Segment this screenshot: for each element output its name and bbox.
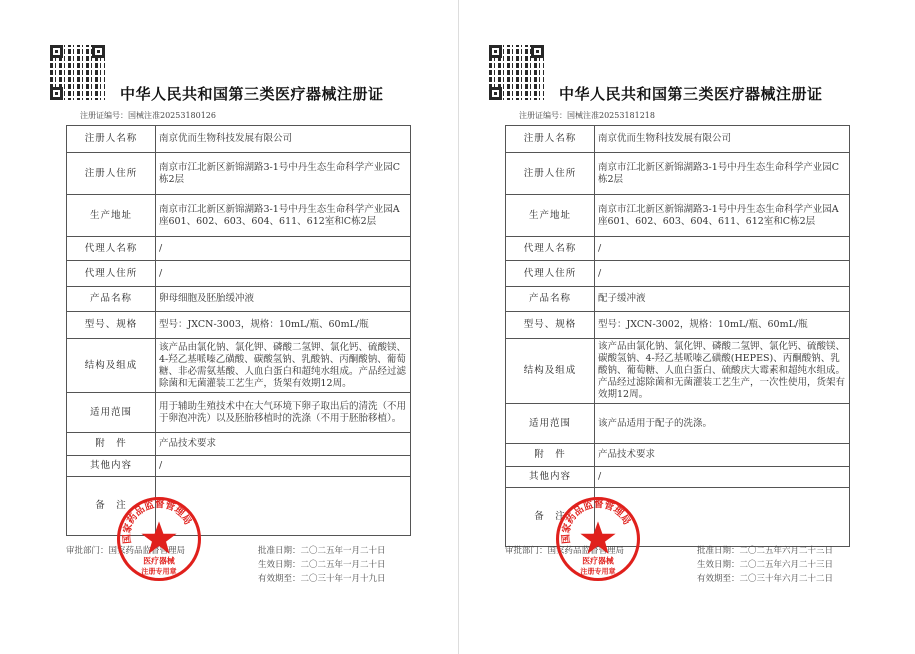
field-label: 注册人名称: [67, 126, 156, 153]
table-row: [506, 153, 850, 195]
table-row: [67, 195, 411, 237]
table-row: [506, 339, 850, 404]
field-value: 该产品适用于配子的洗涤。: [595, 404, 850, 444]
certificate-table: [66, 125, 411, 536]
field-label: 其他内容: [506, 467, 595, 488]
field-label: 结构及组成: [67, 339, 156, 393]
table-row: [506, 312, 850, 339]
svg-text:国家药品监督管理局: 国家药品监督管理局: [121, 499, 194, 545]
field-value: 卵母细胞及胚胎缓冲液: [156, 287, 411, 312]
official-seal-stamp: [115, 495, 203, 583]
field-value: /: [156, 237, 411, 261]
field-value: 南京市江北新区新锦湖路3-1号中丹生态生命科学产业园A座601、602、603、604、611、612室和C栋2层: [595, 195, 850, 237]
field-label: 结构及组成: [506, 339, 595, 404]
svg-text:医疗器械: 医疗器械: [582, 556, 614, 566]
approval-date: 批准日期：二〇二五年一月二十日: [258, 546, 386, 556]
table-row: [506, 287, 850, 312]
valid-until: 有效期至：二〇三十年一月十九日: [258, 574, 386, 584]
field-label: 适用范围: [67, 393, 156, 433]
table-row: [67, 237, 411, 261]
field-label: 代理人名称: [506, 237, 595, 261]
field-value: 配子缓冲液: [595, 287, 850, 312]
field-label: 代理人住所: [506, 261, 595, 287]
qr-code: [50, 45, 105, 100]
approval-dates: [258, 544, 386, 586]
certificate-page-1: [0, 0, 440, 654]
field-value: /: [595, 237, 850, 261]
table-row: [67, 393, 411, 433]
registration-number: 注册证编号：国械注准20253181218: [519, 111, 655, 120]
certificate-title: 中华人民共和国第三类医疗器械注册证: [120, 85, 384, 103]
table-row: [67, 126, 411, 153]
approving-authority: 审批部门：国家药品监督管理局: [505, 546, 625, 556]
svg-text:国家药品监督管理局: 国家药品监督管理局: [560, 499, 633, 545]
certificate-page-2: [439, 0, 879, 654]
field-value: 产品技术要求: [156, 433, 411, 456]
table-row: [67, 287, 411, 312]
svg-text:注册专用章: 注册专用章: [141, 566, 177, 576]
field-label: 注册人住所: [506, 153, 595, 195]
field-label: 附 件: [67, 433, 156, 456]
field-value: 南京优而生物科技发展有限公司: [156, 126, 411, 153]
qr-code: [489, 45, 544, 100]
field-value: 产品技术要求: [595, 444, 850, 467]
field-value: 该产品由氯化钠、氯化钾、磷酸二氢钾、氯化钙、硫酸镁、4-羟乙基哌嗪乙磺酸、碳酸氢钠、乳酸钠、丙酮酸钠、葡萄糖、非必需氨基酸、人血白蛋白和超纯水组成。产品经过滤除菌和无菌灌装工艺生产，货架有效期12周。: [156, 339, 411, 393]
field-label: 产品名称: [67, 287, 156, 312]
field-label: 适用范围: [506, 404, 595, 444]
table-row: [67, 312, 411, 339]
field-label: 备 注: [67, 477, 156, 536]
field-value: 南京优而生物科技发展有限公司: [595, 126, 850, 153]
table-row: [67, 456, 411, 477]
field-label: 代理人住所: [67, 261, 156, 287]
field-value: /: [156, 261, 411, 287]
official-seal-stamp: [554, 495, 642, 583]
registration-number: 注册证编号：国械注准20253180126: [80, 111, 216, 120]
effective-date: 生效日期：二〇二五年一月二十日: [258, 560, 386, 570]
field-value: 南京市江北新区新锦湖路3-1号中丹生态生命科学产业园A座601、602、603、604、611、612室和C栋2层: [156, 195, 411, 237]
table-row: [67, 261, 411, 287]
svg-text:注册专用章: 注册专用章: [580, 566, 616, 576]
table-row: [506, 237, 850, 261]
certificate-table: [505, 125, 850, 547]
field-label: 产品名称: [506, 287, 595, 312]
field-value: 型号：JXCN-3002，规格：10mL/瓶、60mL/瓶: [595, 312, 850, 339]
certificate-title: 中华人民共和国第三类医疗器械注册证: [559, 85, 823, 103]
field-label: 注册人名称: [506, 126, 595, 153]
field-label: 备 注: [506, 488, 595, 547]
table-row: [506, 467, 850, 488]
table-row: [67, 153, 411, 195]
field-label: 型号、规格: [506, 312, 595, 339]
field-value: 该产品由氯化钠、氯化钾、磷酸二氢钾、氯化钙、硫酸镁、碳酸氢钠、4-羟乙基哌嗪乙磺酸(HEPES)、丙酮酸钠、乳酸钠、葡萄糖、人血白蛋白、硫酸庆大霉素和超纯水组成。产品经过滤除菌和无菌灌装工艺生产，一次性使用，货架有效期12周。: [595, 339, 850, 404]
field-label: 生产地址: [506, 195, 595, 237]
field-value: /: [156, 456, 411, 477]
field-value: 南京市江北新区新锦湖路3-1号中丹生态生命科学产业园C栋2层: [595, 153, 850, 195]
table-row: [506, 261, 850, 287]
effective-date: 生效日期：二〇二五年六月二十三日: [697, 560, 834, 570]
approval-date: 批准日期：二〇二五年六月二十三日: [697, 546, 834, 556]
field-value: 用于辅助生殖技术中在大气环境下卵子取出后的清洗（不用于卵泡冲洗）以及胚胎移植时的洗涤（不用于胚胎移植）。: [156, 393, 411, 433]
field-value: 南京市江北新区新锦湖路3-1号中丹生态生命科学产业园C栋2层: [156, 153, 411, 195]
table-row: [67, 339, 411, 393]
table-row: [506, 444, 850, 467]
field-value: 型号：JXCN-3003，规格：10mL/瓶、60mL/瓶: [156, 312, 411, 339]
svg-text:医疗器械: 医疗器械: [143, 556, 175, 566]
approval-dates: [697, 544, 833, 586]
field-label: 其他内容: [67, 456, 156, 477]
table-row: [506, 404, 850, 444]
field-label: 生产地址: [67, 195, 156, 237]
field-label: 代理人名称: [67, 237, 156, 261]
approving-authority: 审批部门：国家药品监督管理局: [66, 546, 186, 556]
field-value: /: [595, 467, 850, 488]
field-label: 附 件: [506, 444, 595, 467]
table-row: [506, 126, 850, 153]
field-value: /: [595, 261, 850, 287]
table-row: [506, 195, 850, 237]
valid-until: 有效期至：二〇三十年六月二十二日: [697, 574, 834, 584]
field-label: 注册人住所: [67, 153, 156, 195]
table-row: [67, 433, 411, 456]
field-label: 型号、规格: [67, 312, 156, 339]
